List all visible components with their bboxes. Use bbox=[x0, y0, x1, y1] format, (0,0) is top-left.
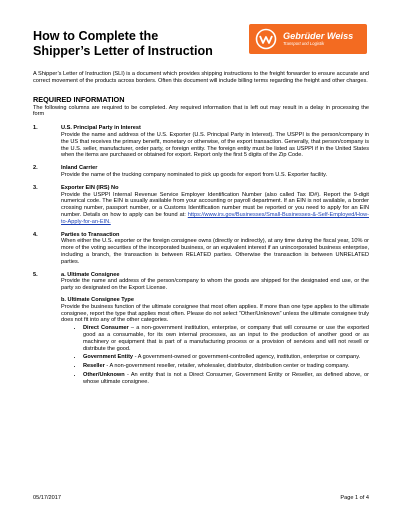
item-number: 3. bbox=[33, 184, 38, 191]
document-title bbox=[33, 29, 233, 59]
list-item bbox=[83, 325, 369, 352]
bullet-desc: - An entity that is not a Direct Consumer, Government Entity or Reseller, as defined above, or whose ultimate consignee. bbox=[83, 371, 369, 385]
item-heading: Parties to Transaction bbox=[61, 231, 120, 238]
document-body bbox=[33, 71, 369, 393]
footer-date: 05/17/2017 bbox=[33, 495, 61, 501]
gebruder-weiss-logo bbox=[249, 24, 367, 54]
ultimate-consignee-heading: a. Ultimate Consignee bbox=[61, 271, 120, 278]
item-1 bbox=[33, 125, 369, 159]
bullet-term: Direct Consumer bbox=[83, 325, 129, 332]
consignee-type-text: Provide the business function of the ultimate consignee that most often applies. If more than one type applies to the ultimate consignee, report the type that applies most often. Please do not select “Other/Unknown” unless the ultimate consignee truly does not fit into any of the other categories. bbox=[61, 303, 369, 324]
item-4 bbox=[33, 232, 369, 266]
item-3 bbox=[33, 185, 369, 226]
title-line-1: How to Complete the bbox=[33, 29, 159, 43]
list-item bbox=[83, 372, 369, 386]
item-heading: U.S. Principal Party in Interest bbox=[61, 125, 141, 132]
logo-name: Gebrüder Weiss bbox=[283, 31, 354, 41]
bullet-desc: - A government-owned or government-controlled agency, institution, enterprise or company. bbox=[133, 354, 361, 361]
item-text: Provide the USPPI Internal Revenue Service Employer Identification Number (also called Tax ID#). Report the 9-digit numerical code. The EIN is usually available from your accounting or payroll department. If an EIN is not available, a border crossing number, passport number, or a Customs Identification number must be reported or you need to apply for an EIN number. Details on how to apply can be found at: bbox=[61, 191, 369, 218]
bullet-term: Other/Unknown bbox=[83, 371, 125, 378]
required-intro: The following columns are required to be completed. Any required information that is left out may result in a delay in processing the form bbox=[33, 104, 369, 118]
bullet-desc: - A non-government reseller, retailer, wholesaler, distributor, distribution center or trading company. bbox=[104, 363, 350, 370]
logo-tagline: Transport und Logistik bbox=[283, 41, 325, 46]
item-number: 1. bbox=[33, 125, 38, 132]
item-text: Provide the name and address of the U.S. Exporter (U.S. Principal Party in Interest). The USPPI is the person/company in the US that receives the primary benefit, monetary or otherwise, of the export transaction. Generally, that person/company is the U.S. seller, manufacturer, order party, or foreign entity. The foreign entity must be listed as USPPI if in the United States when the items are purchased or obtained for export. Report only the first 5 digits of the Zip Code. bbox=[61, 131, 369, 159]
item-number: 4. bbox=[33, 231, 38, 238]
item-5 bbox=[33, 272, 369, 388]
gw-logo-icon bbox=[255, 28, 277, 50]
item-text: When either the U.S. exporter or the foreign consignee owns (directly or indirectly), at any time during the fiscal year, 10% or more of the voting securities of the incorporated business, or an equivalent interest if an unincorporated business enterprise, including a branch, the transaction is between RELATED parties. Otherwise the transaction is between UNRELATED parties. bbox=[61, 238, 369, 265]
item-heading: Exporter EIN (IRS) No bbox=[61, 184, 119, 191]
list-item bbox=[83, 354, 369, 361]
ultimate-consignee-text: Provide the name and address of the person/company to whom the goods are shipped for the designated end use, or the party so designated on the Export License. bbox=[61, 278, 369, 292]
intro-paragraph: A Shipper’s Letter of Instruction (SLI) is a document which provides shipping instructions to the freight forwarder to ensure accurate and correct movement of the products across borders. Often this document will include billing terms regarding the freight and other charges. bbox=[33, 71, 369, 84]
irs-ein-link[interactable]: https://www.irs.gov/Businesses/Small-Businesses-&-Self-Employed/How-to-Apply-for-an-EIN. bbox=[61, 211, 369, 225]
title-line-2: Shipper’s Letter of Instruction bbox=[33, 44, 213, 58]
footer-page-number: Page 1 of 4 bbox=[340, 495, 369, 501]
consignee-type-list bbox=[61, 325, 369, 385]
item-heading: Inland Carrier bbox=[61, 165, 98, 172]
item-text: Provide the name of the trucking company nominated to pick up goods for export from U.S. Exporter facility. bbox=[61, 171, 328, 178]
item-2 bbox=[33, 165, 369, 179]
item-number: 5. bbox=[33, 271, 38, 278]
item-number: 2. bbox=[33, 165, 38, 172]
bullet-term: Government Entity bbox=[83, 354, 134, 361]
bullet-term: Reseller bbox=[83, 363, 105, 370]
required-heading: REQUIRED INFORMATION bbox=[33, 94, 125, 104]
consignee-type-heading: b. Ultimate Consignee Type bbox=[61, 296, 134, 303]
list-item bbox=[83, 363, 369, 370]
bullet-desc: – a non-government institution, enterprise, or company that will consume or use the exported good as a consumable, for its own internal processes, as an input to the production of another good or as machinery or equipment that is part of a manufacturing process or a provision of services and will not resell or distribute the good. bbox=[83, 325, 369, 352]
